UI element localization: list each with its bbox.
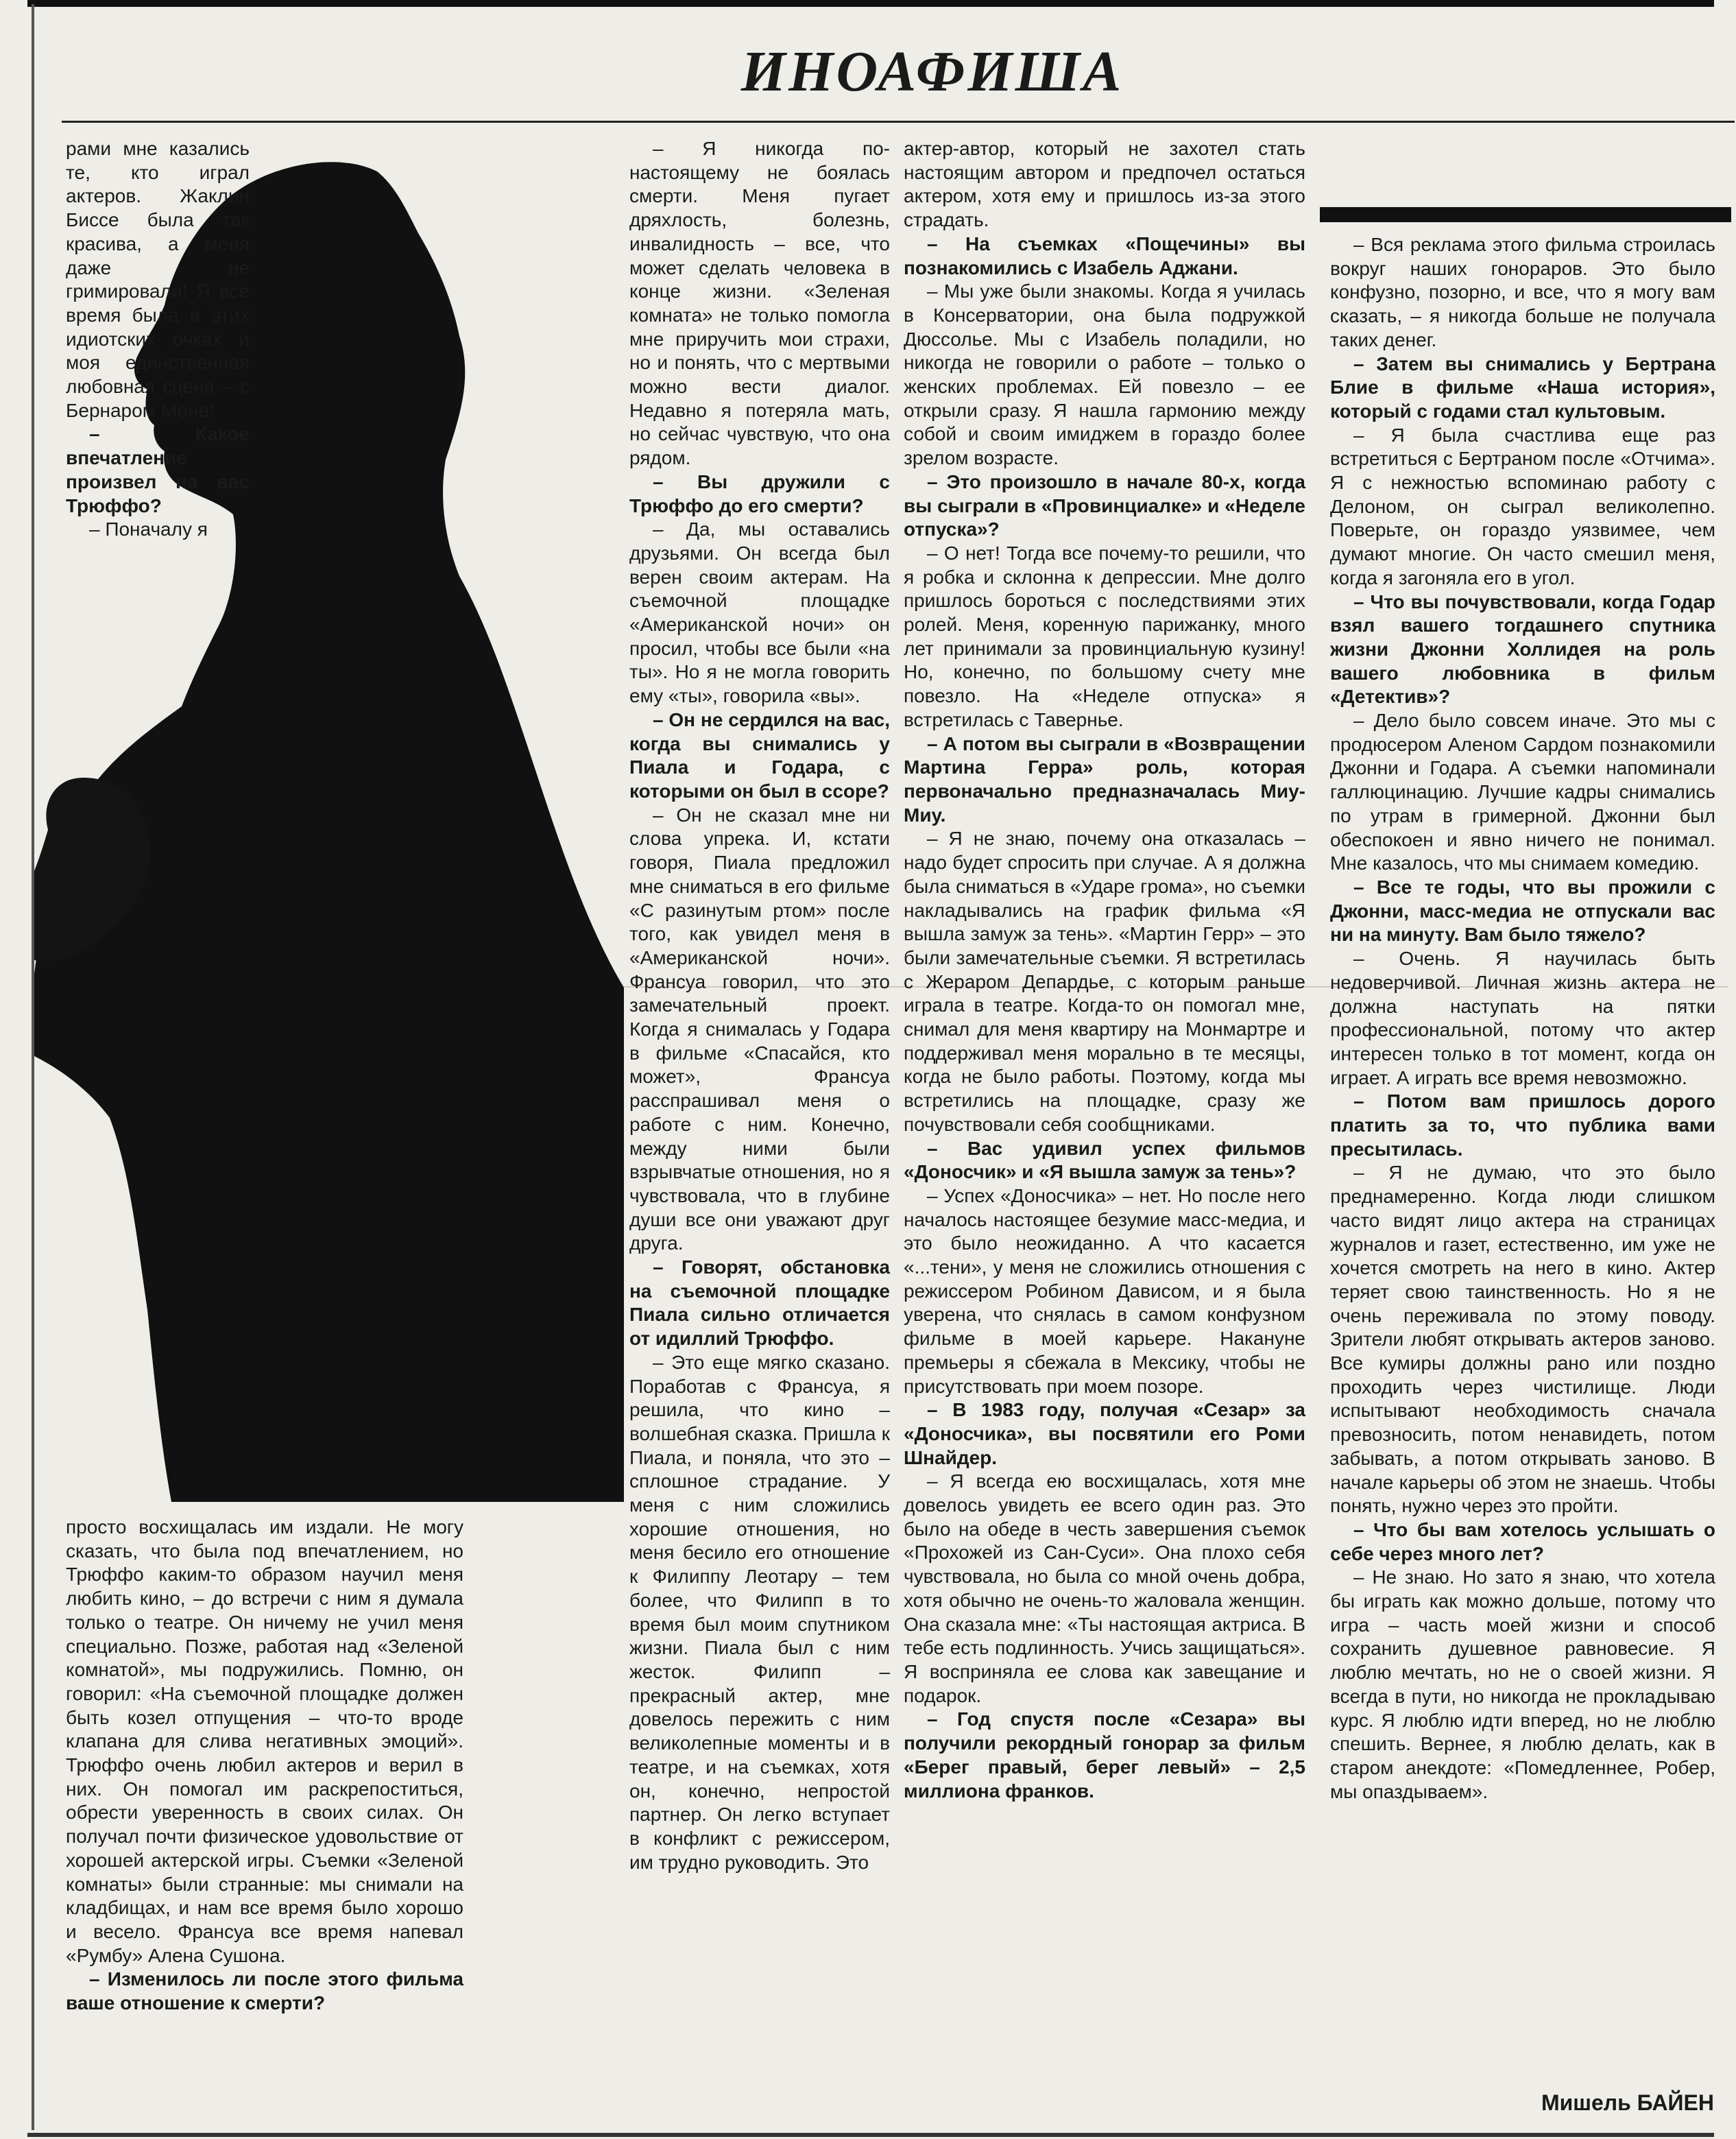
paragraph: – О нет! Тогда все почему-то решили, что я робка и склонна к депрессии. Мне долго пришлось бороться с последствиями этих ролей. Меня, коренную парижанку, много лет принимали за провинциальную кузину! Но, конечно, по большому счету мне повезло. На «Неделе отпуска» я встретилась с Тавернье. <box>904 542 1305 730</box>
column-3 <box>904 137 1305 1803</box>
paragraph: рами мне казались те, кто играл актеров. Жаклин Биссе была так красива, а меня даже не гримировали! Я все время была в этих идиотских очках и моя единственная любовная сцена – с Бернаром Мене! <box>66 138 250 421</box>
question: – Все те годы, что вы прожили с Джонни, масс-медиа не отпускали вас ни на минуту. Вам было тяжело? <box>1330 876 1715 946</box>
paragraph: – Я никогда по-настоящему не боялась смерти. Меня пугает дряхлость, болезнь, инвалидность – все, что может сделать человека в конце жизни. «Зеленая комната» не только помогла мне приручить мои страхи, но и понять, что с мертвыми можно вести диалог. Недавно я потеряла мать, но сейчас чувствую, что она рядом. <box>629 138 890 469</box>
author-signature: Мишель БАЙЕН <box>1541 2090 1714 2115</box>
question: – Какое впечатление произвел на вас Трюффо? <box>66 423 250 516</box>
paragraph: – Вся реклама этого фильма строилась вокруг наших гонораров. Это было конфузно, позорно, и все, что я могу вам сказать, – я никогда больше не получала таких денег. <box>1330 234 1715 350</box>
paragraph: – Успех «Доносчика» – нет. Но после него началось настоящее безумие масс-медиа, и это было неожиданно. А что касается «...тени», у меня не сложились отношения с режиссером Робином Дависом, и я была уверена, что снялась в самом конфузном фильме в моей карьере. Накануне премьеры я сбежала в Мексику, чтобы не присутствовать при моем позоре. <box>904 1184 1305 1397</box>
paragraph: – Поначалу я <box>89 518 208 540</box>
paragraph: – Это еще мягко сказано. Поработав с Франсуа, я решила, что кино – волшебная сказка. Пришла к Пиала, и поняла, что это – сплошное страдание. У меня с ним сложились хорошие отношения, но меня бесило его отношение к Филиппу Леотару – тем более, что Филипп в то время был моим спутником жизни. Пиала был с ним жесток. Филипп – прекрасный актер, мне довелось пережить с ним великолепные моменты и в театре, и на съемках, хотя он, конечно, непростой партнер. Он легко вступает в конфликт с режиссером, им трудно руководить. Это <box>629 1351 890 1873</box>
question: – В 1983 году, получая «Сезар» за «Доносчика», вы посвятили его Роми Шнайдер. <box>904 1399 1305 1468</box>
paragraph: – Я не знаю, почему она отказалась – надо будет спросить при случае. А я должна была сниматься в «Ударе грома», но съемки накладывались на график фильма «Я вышла замуж за тень». «Мартин Герр» – это были замечательные съемки. Я встретилась с Жераром Депардье, с которым раньше играла в театре. Когда-то он помогал мне, снимал для меня квартиру на Монмартре и поддерживал меня морально в те месяцы, когда не было работы. Поэтому, когда мы встретились на площадке, сразу же почувствовали себя сообщниками. <box>904 828 1305 1135</box>
question: – Он не сердился на вас, когда вы снимались у Пиала и Годара, с которыми он был в ссоре? <box>629 708 890 802</box>
column-4 <box>1330 233 1715 1804</box>
question: – Говорят, обстановка на съемочной площадке Пиала сильно отличается от идиллий Трюффо. <box>629 1256 890 1350</box>
paragraph: просто восхищалась им издали. Не могу сказать, что была под впечатлением, но Трюффо каким-то образом научил меня любить кино, – до встречи с ним я думала только о театре. Он ничему не учил меня специально. Позже, работая над «Зеленой комнатой», мы подружились. Помню, он говорил: «На съемочной площадке должен быть козел отпущения – что-то вроде клапана для слива негативных эмоций». Трюффо очень любил актеров и верил в них. Он помогал им раскрепоститься, обрести уверенность в своих силах. Он получал почти физическое удовольствие от хорошей актерской игры. Съемки «Зеленой комнаты» были странные: мы снимали на кладбищах, и нам все время было хорошо и весело. Франсуа все время напевал «Румбу» Алена Сушона. <box>66 1516 463 1966</box>
paragraph: – Мы уже были знакомы. Когда я училась в Консерватории, она была подружкой Дюссолье. Мы с Изабель поладили, но никогда не говорили о работе – только о женских проблемах. Ей повезло – ее открыли сразу. Я нашла гармонию между собой и своим имиджем в гораздо более зрелом возрасте. <box>904 280 1305 469</box>
column-1-top <box>66 137 250 542</box>
question: – На съемках «Пощечины» вы познакомились с Изабель Аджани. <box>904 232 1305 278</box>
question: – Потом вам пришлось дорого платить за то, что публика вами пресытилась. <box>1330 1090 1715 1160</box>
paragraph: – Не знаю. Но зато я знаю, что хотела бы играть как можно дольше, потому что игра – часть моей жизни и способ сохранить душевное равновесие. Я люблю мечтать, но не о своей жизни. Я всегда в пути, но никогда не прокладываю курс. Я люблю идти вперед, но не люблю спешить. Вернее, я люблю делать, как в старом анекдоте: «Помедленнее, Робер, мы опаздываем». <box>1330 1566 1715 1802</box>
question: – Что бы вам хотелось услышать о себе через много лет? <box>1330 1518 1715 1564</box>
question: – Изменилось ли после этого фильма ваше отношение к смерти? <box>66 1968 463 2014</box>
question: – Что вы почувствовали, когда Годар взял вашего тогдашнего спутника жизни Джонни Холлидея на роль вашего любовника в фильм «Детектив»? <box>1330 590 1715 708</box>
section-title: ИНОАФИША <box>740 40 1124 104</box>
paragraph: – Я не думаю, что это было преднамеренно. Когда люди слишком часто видят лицо актера на страницах журналов и газет, естественно, им уже не хочется смотреть на него в кино. Актер теряет свою таинственность. Но я не очень переживала по этому поводу. Зрители любят открывать актеров заново. Все кумиры должны рано или поздно проходить через чистилище. Люди испытывают необходимость сначала превозносить, потом ненавидеть, потом забывать, а потом открывать заново. В начале карьеры об этом не знаешь. Чтобы понять, нужно через это пройти. <box>1330 1162 1715 1517</box>
column-4-rule <box>1320 207 1731 222</box>
question: – Год спустя после «Сезара» вы получили рекордный гонорар за фильм «Берег правый, берег левый» – 2,5 миллиона франков. <box>904 1708 1305 1802</box>
bottom-rule <box>27 2133 1714 2137</box>
question: – А потом вы сыграли в «Возвращении Мартина Герра» роль, которая первоначально предназначалась Миу-Миу. <box>904 732 1305 826</box>
paragraph: – Да, мы оставались друзьями. Он всегда был верен своим актерам. На съемочной площадке «Американской ночи» он просил, чтобы все были «на ты». Но я не могла говорить ему «ты», говорила «вы». <box>629 518 890 707</box>
paragraph: – Он не сказал мне ни слова упрека. И, кстати говоря, Пиала предложил мне сниматься в его фильме «С разинутым ртом» после того, как увидел меня в «Американской ночи». Франсуа говорил, что это замечательный проект. Когда я снималась у Годара в фильме «Спасайся, кто может», Франсуа расспрашивал меня о работе с ним. Конечно, между ними были взрывчатые отношения, но я чувствовала, что в глубине души все они уважают друг друга. <box>629 804 890 1254</box>
column-1-bottom <box>66 1516 463 2016</box>
column-2 <box>629 137 890 1874</box>
paragraph: – Я была счастлива еще раз встретиться с Бертраном после «Отчима». Я с нежностью вспоминаю работу с Делоном, он сыграл великолепно. Поверьте, он гораздо уязвимее, чем думают многие. Он часто смешил меня, когда я загоняла его в угол. <box>1330 424 1715 588</box>
header-rule <box>62 121 1735 123</box>
top-rule <box>27 0 1714 7</box>
paragraph: – Очень. Я научилась быть недоверчивой. Личная жизнь актера не должна наступать на пятки профессиональной, потому что актер интересен только в тот момент, когда он играет. А играть все время невозможно. <box>1330 948 1715 1088</box>
paragraph: актер-автор, который не захотел стать настоящим автором и предпочел остаться актером, хотя ему и пришлось из-за этого страдать. <box>904 138 1305 231</box>
paragraph: – Дело было совсем иначе. Это мы с продюсером Аленом Сардом познакомили Джонни и Годара. А съемки напоминали галлюцинацию. Лучшие кадры снимались по утрам в гримерной. Джонни был обеспокоен и явно ничего не понимал. Мне казалось, что мы снимаем комедию. <box>1330 710 1715 874</box>
question: – Вас удивил успех фильмов «Доносчик» и «Я вышла замуж за тень»? <box>904 1137 1305 1183</box>
question: – Затем вы снимались у Бертрана Блие в фильме «Наша история», который с годами стал культовым. <box>1330 352 1715 422</box>
paragraph: – Я всегда ею восхищалась, хотя мне довелось увидеть ее всего один раз. Это было на обеде в честь завершения съемок «Прохожей из Сан-Суси». Она плохо себя чувствовала, но была со мной очень добра, хотя обычно не очень-то жаловала женщин. Она сказала мне: «Ты настоящая актриса. В тебе есть подлинность. Учись защищаться». Я восприняла ее слова как завещание и подарок. <box>904 1470 1305 1706</box>
question: – Вы дружили с Трюффо до его смерти? <box>629 470 890 516</box>
question: – Это произошло в начале 80-х, когда вы сыграли в «Провинциалке» и «Неделе отпуска»? <box>904 470 1305 540</box>
